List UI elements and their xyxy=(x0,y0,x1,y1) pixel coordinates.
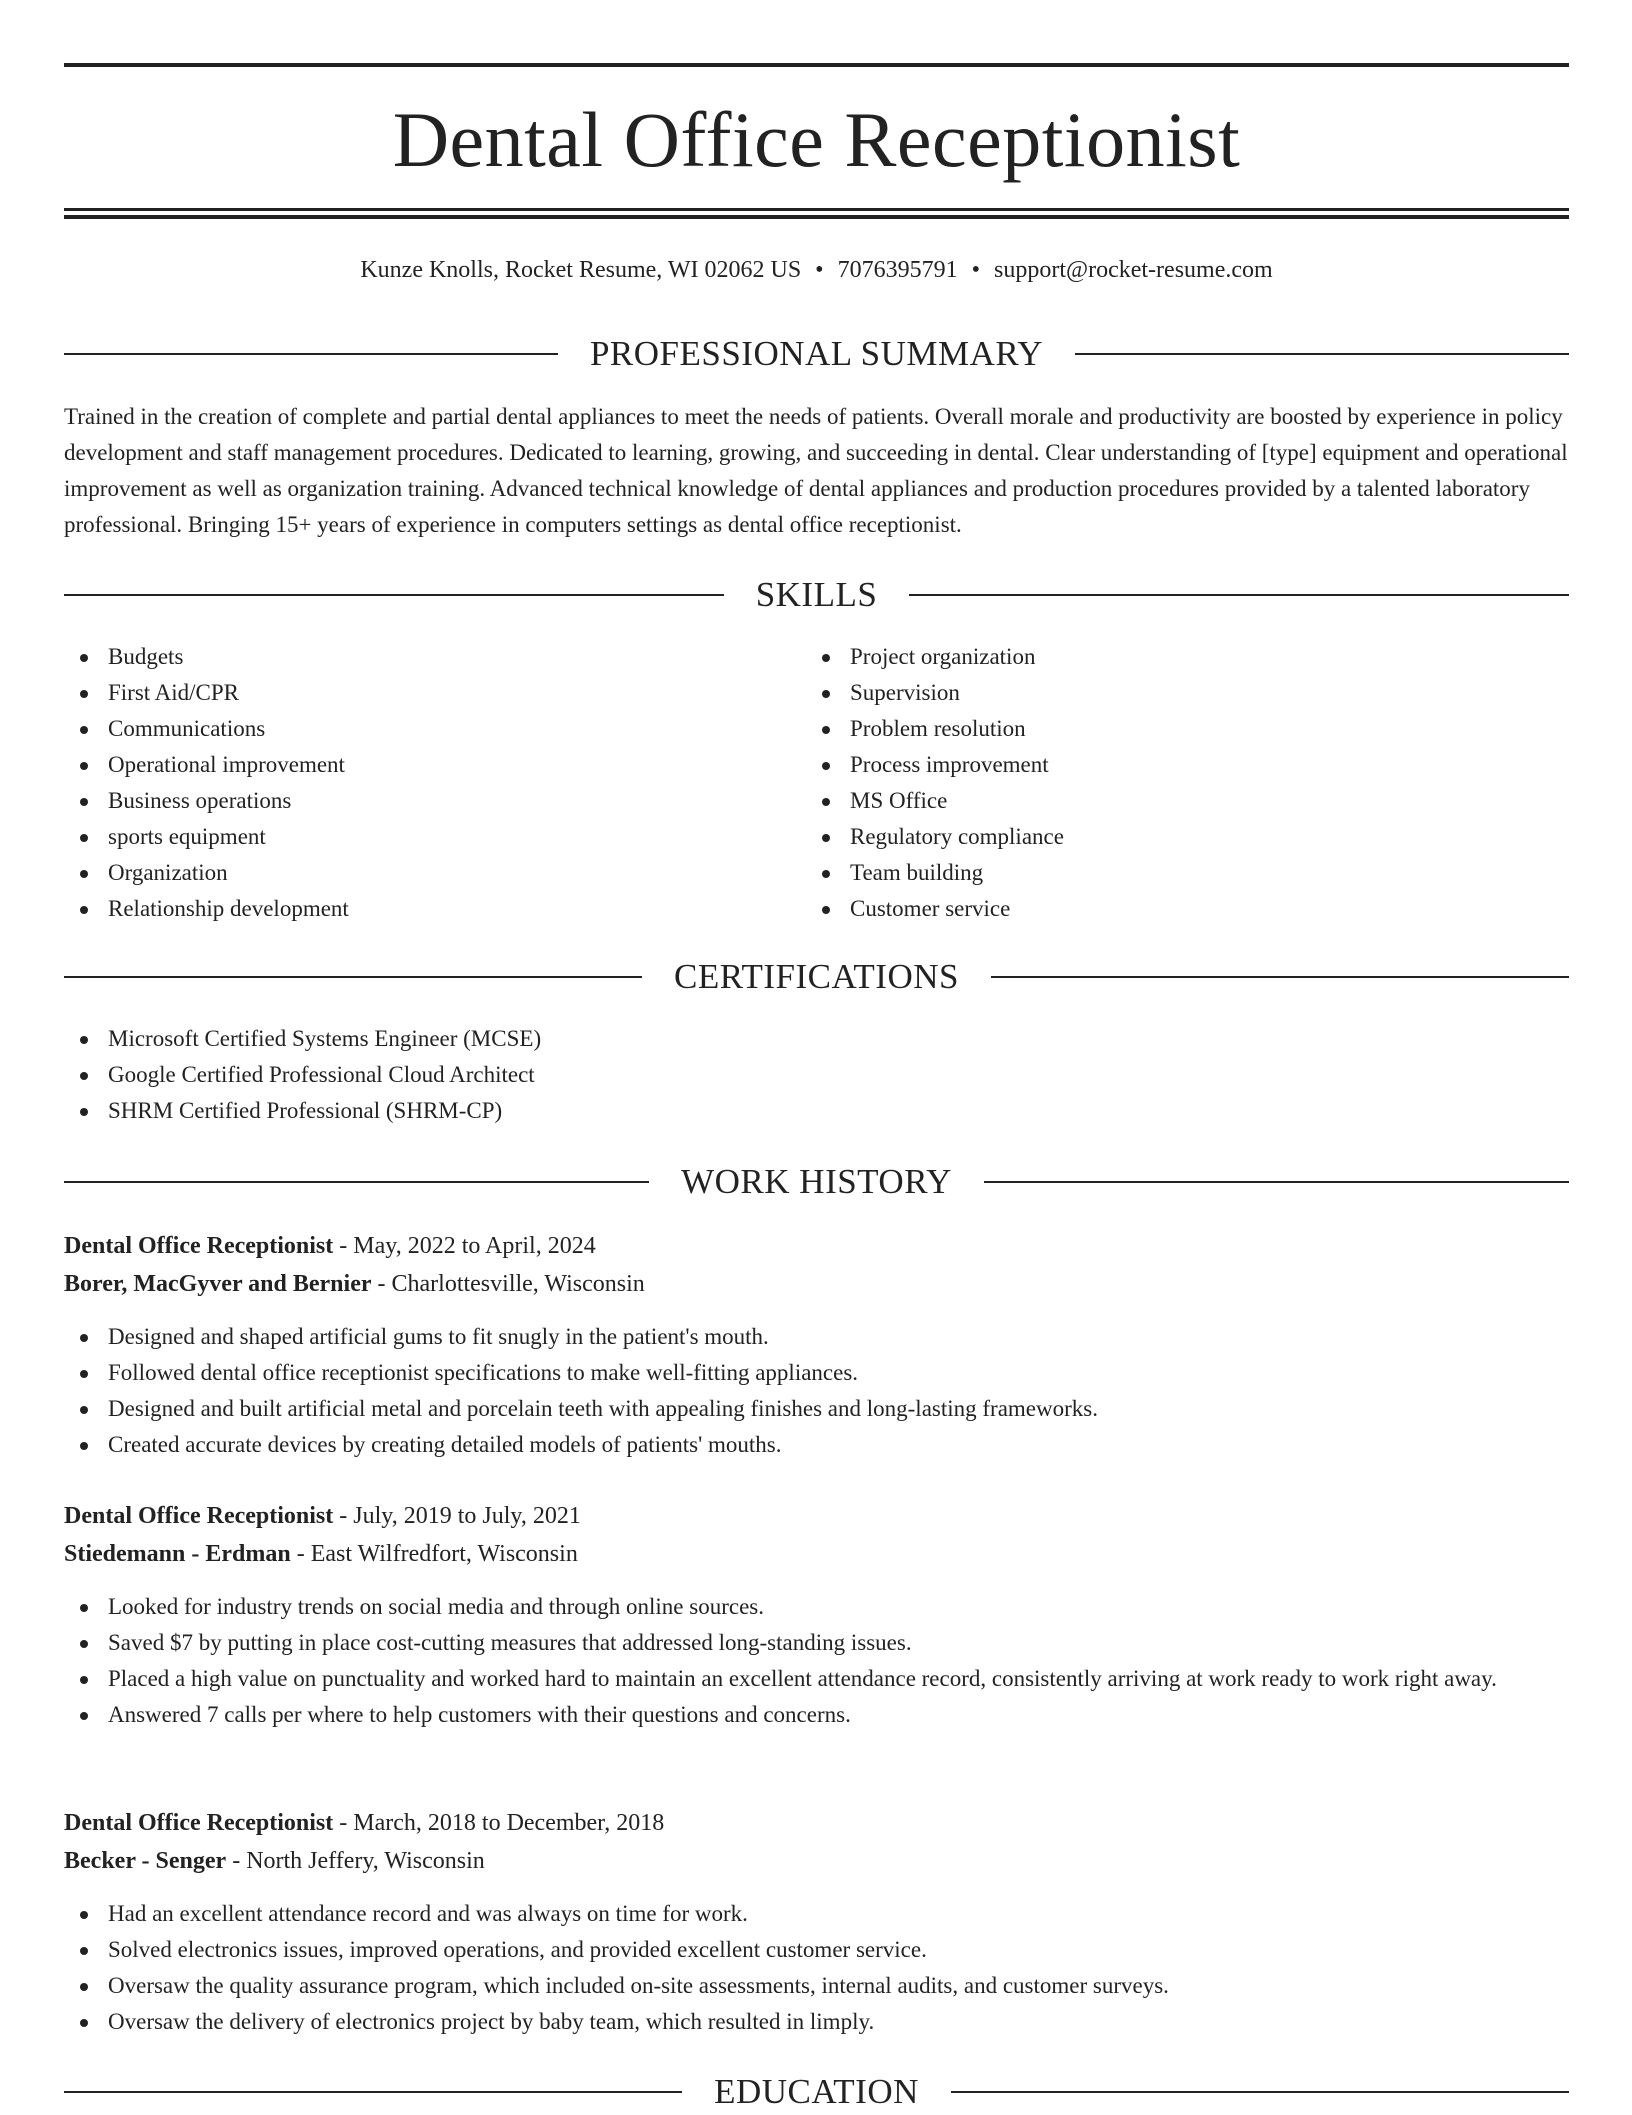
heading-rule-right xyxy=(1075,353,1569,355)
contact-address: Kunze Knolls, Rocket Resume, WI 02062 US xyxy=(360,257,802,283)
job-location: North Jeffery, Wisconsin xyxy=(246,1848,485,1874)
section-title: EDUCATION xyxy=(714,2072,919,2111)
header-double-rule xyxy=(64,208,1569,219)
section-heading-summary xyxy=(64,331,1569,377)
list-item: Oversaw the quality assurance program, which included on-site assessments, internal audits, and customer surveys. xyxy=(64,1968,1569,2004)
list-item: Regulatory compliance xyxy=(806,819,1546,855)
list-item: Saved $7 by putting in place cost-cutting measures that addressed long-standing issues. xyxy=(64,1625,1569,1661)
list-item: Looked for industry trends on social media and through online sources. xyxy=(64,1589,1569,1625)
list-item: Customer service xyxy=(806,891,1546,927)
job-bullets xyxy=(64,1896,1569,2040)
list-item: Microsoft Certified Systems Engineer (MCSE) xyxy=(64,1021,1569,1057)
contact-phone: 7076395791 xyxy=(837,257,958,283)
heading-rule-right xyxy=(991,976,1569,978)
list-item: Supervision xyxy=(806,675,1546,711)
list-item: First Aid/CPR xyxy=(64,675,804,711)
job-org-line: Stiedemann - Erdman - East Wilfredfort, Wisconsin xyxy=(64,1541,578,1567)
section-heading-work-history xyxy=(64,1159,1569,1205)
list-item: Communications xyxy=(64,711,804,747)
job-company: Becker - Senger xyxy=(64,1848,227,1874)
job-dates: May, 2022 to April, 2024 xyxy=(353,1233,596,1259)
list-item: sports equipment xyxy=(64,819,804,855)
skills-list-right xyxy=(806,639,1546,927)
heading-rule-right xyxy=(951,2091,1569,2093)
job-role-line: Dental Office Receptionist - July, 2019 to July, 2021 xyxy=(64,1503,581,1529)
contact-separator: • xyxy=(815,257,824,283)
job-title: Dental Office Receptionist xyxy=(64,1503,334,1529)
list-item: SHRM Certified Professional (SHRM-CP) xyxy=(64,1093,1569,1129)
list-item: Followed dental office receptionist specifications to make well-fitting appliances. xyxy=(64,1355,1569,1391)
list-item: Operational improvement xyxy=(64,747,804,783)
list-item: Process improvement xyxy=(806,747,1546,783)
list-item: Designed and built artificial metal and porcelain teeth with appealing finishes and long-lasting frameworks. xyxy=(64,1391,1569,1427)
contact-separator: • xyxy=(971,257,980,283)
header-top-rule xyxy=(64,63,1569,67)
list-item: MS Office xyxy=(806,783,1546,819)
list-item: Created accurate devices by creating detailed models of patients' mouths. xyxy=(64,1427,1569,1463)
list-item: Project organization xyxy=(806,639,1546,675)
list-item: Business operations xyxy=(64,783,804,819)
job-org-line: Borer, MacGyver and Bernier - Charlottesville, Wisconsin xyxy=(64,1271,645,1297)
heading-rule-right xyxy=(909,594,1569,596)
list-item: Relationship development xyxy=(64,891,804,927)
job-role-line: Dental Office Receptionist - March, 2018 to December, 2018 xyxy=(64,1810,665,1836)
list-item: Oversaw the delivery of electronics project by baby team, which resulted in limply. xyxy=(64,2004,1569,2040)
contact-email: support@rocket-resume.com xyxy=(993,257,1273,283)
list-item: Answered 7 calls per where to help customers with their questions and concerns. xyxy=(64,1697,1569,1733)
section-title: WORK HISTORY xyxy=(681,1162,952,1201)
list-item: Google Certified Professional Cloud Architect xyxy=(64,1057,1569,1093)
section-title: SKILLS xyxy=(755,575,878,614)
list-item: Problem resolution xyxy=(806,711,1546,747)
section-heading-skills xyxy=(64,572,1569,618)
section-title: PROFESSIONAL SUMMARY xyxy=(589,334,1044,373)
list-item: Designed and shaped artificial gums to fit snugly in the patient's mouth. xyxy=(64,1319,1569,1355)
list-item: Team building xyxy=(806,855,1546,891)
section-heading-certifications xyxy=(64,954,1569,1000)
job-role-line: Dental Office Receptionist - May, 2022 to April, 2024 xyxy=(64,1233,596,1259)
heading-rule-left xyxy=(64,2091,682,2093)
job-title: Dental Office Receptionist xyxy=(64,1810,334,1836)
job-entry xyxy=(64,1497,1569,1733)
section-heading-education xyxy=(64,2069,1569,2115)
job-bullets xyxy=(64,1589,1569,1733)
list-item: Budgets xyxy=(64,639,804,675)
job-location: Charlottesville, Wisconsin xyxy=(391,1271,645,1297)
certifications-list xyxy=(64,1021,1569,1129)
section-title: CERTIFICATIONS xyxy=(674,957,959,996)
list-item: Solved electronics issues, improved operations, and provided excellent customer service. xyxy=(64,1932,1569,1968)
heading-rule-left xyxy=(64,976,642,978)
heading-rule-left xyxy=(64,1181,649,1183)
job-org-line: Becker - Senger - North Jeffery, Wisconsin xyxy=(64,1848,485,1874)
list-item: Had an excellent attendance record and was always on time for work. xyxy=(64,1896,1569,1932)
job-title: Dental Office Receptionist xyxy=(64,1233,334,1259)
job-entry xyxy=(64,1227,1569,1463)
job-dates: July, 2019 to July, 2021 xyxy=(353,1503,581,1529)
heading-rule-right xyxy=(984,1181,1569,1183)
list-item: Placed a high value on punctuality and worked hard to maintain an excellent attendance record, consistently arriving at work ready to work right away. xyxy=(64,1661,1569,1697)
heading-rule-left xyxy=(64,594,724,596)
job-location: East Wilfredfort, Wisconsin xyxy=(310,1541,578,1567)
job-bullets xyxy=(64,1319,1569,1463)
job-entry xyxy=(64,1804,1569,2040)
summary-text: Trained in the creation of complete and partial dental appliances to meet the needs of patients. Overall morale and productivity are boosted by experience in policy development and staff management procedures. Dedicated to learning, growing, and succeeding in dental. Clear understanding of [type] equipment and operational improvement as well as organization training. Advanced technical knowledge of dental appliances and production procedures provided by a talented laboratory professional. Bringing 15+ years of experience in computers settings as dental office receptionist. xyxy=(64,404,1568,537)
skills-list-left xyxy=(64,639,804,927)
list-item: Organization xyxy=(64,855,804,891)
heading-rule-left xyxy=(64,353,558,355)
contact-line xyxy=(64,254,1569,286)
job-company: Stiedemann - Erdman xyxy=(64,1541,291,1567)
job-company: Borer, MacGyver and Bernier xyxy=(64,1271,372,1297)
job-dates: March, 2018 to December, 2018 xyxy=(353,1810,665,1836)
resume-name: Dental Office Receptionist xyxy=(392,96,1241,183)
